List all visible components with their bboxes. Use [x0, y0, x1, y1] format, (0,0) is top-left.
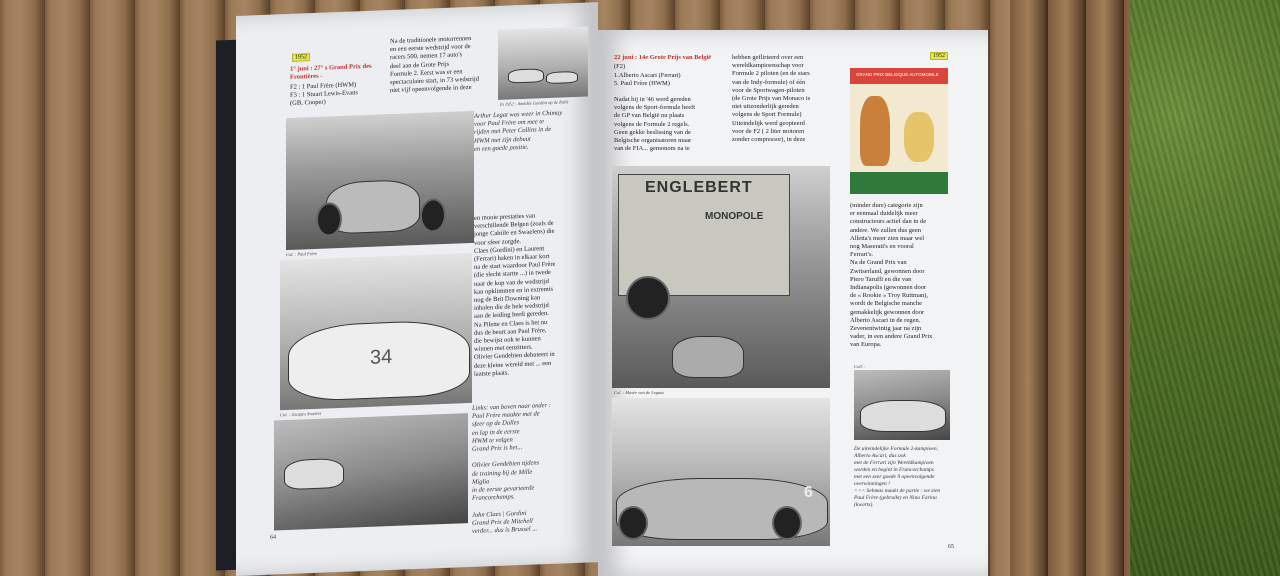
wheel-shape [772, 506, 802, 540]
race-title: 22 juni : 14e Grote Prijs van België [614, 54, 712, 61]
photo-car-34 [280, 250, 472, 410]
page-number-left: 64 [270, 534, 276, 541]
car-shape [508, 68, 544, 83]
wheel-shape [316, 202, 342, 237]
col2-main-text: (minder dure) categorie zijn er eenmaal duidelijk meer constructeurs actief dan in de andere. We zullen dus geen Alletta's meer zien maar wel nog Maserati's en vooral Ferrari's. Na de Grand Prix van Zwitserland, gewonnen door Piero Taruffi en die van Indianapolis (gewonnen door de « Rookie » Troy Ruttman), wordt de Belgische manche gemakkelijk gewonnen door Alberto Ascari in de regen. Zevenentwintig jaar na zijn vader, in een andere Grand Prix van Europa. [850, 202, 933, 349]
caption-top-photo: In 1952 : Amédée Gordini op de Rolls [500, 99, 569, 107]
grass-background [1130, 0, 1280, 576]
year-badge: 1952 [292, 53, 310, 62]
race-results: 1.Alberto Ascari (Ferrari) 5. Paul Frère (HWM) [614, 72, 681, 88]
truck-wheel [626, 276, 670, 320]
race-car-shape [672, 336, 744, 378]
photo-ascari [854, 370, 950, 440]
year-badge: 1952 [930, 52, 948, 60]
race-results: F2 : 1 Paul Frère (HWM) F3 : 1 Stuart Lewis-Evans (GB, Cooper) [290, 81, 358, 108]
car-shape [860, 400, 946, 432]
photo-car-6-pits [612, 398, 830, 546]
race-subtitle: (F2) [614, 63, 626, 70]
car-number: 6 [804, 484, 813, 501]
wheel-shape [618, 506, 648, 540]
poster-rabbit-figure [860, 96, 890, 166]
car-number: 34 [370, 345, 393, 369]
right-page [598, 30, 988, 576]
italic-bottom-text: Links: van boven naar onder : Paul Frère maakte met de sfeer op de Dalles en lap in de eerste HWM te volgen Grand Prix is het... Olivier Gendebien tijdens de training bij de Mille Miglia in de eerste gevarieerde Francorchamps. John Claes | Gordini Grand Prix de Mitchell verder... dus is Brussel ... [472, 401, 551, 535]
poster-figure [904, 112, 934, 162]
caption-low-photo: Col. : Jacques Swaters [280, 410, 322, 418]
race-title: 1° juni : 27° s Grand Prix des Frontières - [290, 62, 372, 82]
photo-race-track [274, 410, 468, 530]
photo-englebert-truck [612, 166, 830, 388]
poster-footer [850, 172, 948, 194]
photo-driver-in-car [286, 111, 474, 250]
truck-sign-sub: MONOPOLE [705, 211, 764, 222]
car-shape [546, 71, 578, 84]
bench-planks-right [1010, 0, 1140, 576]
caption-mid: Col. : Musée van de Legaat [614, 390, 664, 395]
car-shape [284, 458, 344, 490]
left-page [236, 2, 598, 576]
italic-column-text: Arthur Legat was weer in Chimay voor Paul Frère om mee te rijden met Peter Collins in de HWM met zijn debuut en een goede positie. [474, 109, 563, 153]
photo-race-cars-top [498, 26, 588, 99]
wheel-shape [420, 198, 446, 233]
intro-text: Na de traditionele motorrennen en een eerste wedstrijd voor de racers 500, nemen 17 auto's deel aan de Grote Prijs Formule 2. Eerst was er een spectaculaire start, in 73 wedstrijd niet vijf opeenvolgende in deze [390, 34, 479, 95]
col2-text: hebben geflirteerd over een wereldkampioenschap voor Formule 2 piloten (en de stars van de Indy-formule) of één voor de Sportwagen-piloten (de Grote Prijs van Monaco is niet uitzonderlijk gereden volgens de Sport Formule) Uiteindelijk werd geopteerd voor de F2 ( 2 liter motoren zonder compressor), in deze [732, 54, 811, 144]
page-number-right: 65 [948, 544, 954, 550]
caption-mid-photo: Col. : Paul Frère [286, 250, 318, 258]
poster-image [850, 68, 948, 194]
col1-text: Nadat hij in '46 werd gereden volgens de Sport-formule heeft de GP van België nu plaats volgens de Formule 2 regels. Geen gekke beslissing van de Belgische organisatoren maar van de FIA... gemonom na te [614, 96, 696, 153]
caption-small: Coll. : [854, 364, 866, 369]
main-column-text: en mooie prestaties van verschillende Belgen (zoals de jonge Cabiile en Swaelens) die voor sfeer zorgde. Claes (Gordini) en Laurent (Ferrari) haken in elkaar kort na de start waardoor Paul Frère (die slecht startte ...) in twede naar de kop van de wedstrijd kan opklimmen en in extremis nog de Brit Downing kan inhalen die de hele wedstrijd aan de leiding heeft gereden. Na Pilette en Claes is het nu dus de beurt aan Paul Frère, die bewijst ook te kunnen winnen met eenzitters. Olivier Gendebien debuteert in deze kleine wereld met ... een laatste plaats. [474, 212, 556, 378]
truck-sign: ENGLEBERT [645, 179, 753, 196]
poster-title: GRAND PRIX BELGIQUE AUTOMOBILE [856, 72, 939, 77]
italic-caption-text: De uiteindelijke Formule 2-kampioen, Alberto Ascari, dus ook met de Ferrari zijn Wereldkampioen worden en begint in Francorchamps met een zeer goede 9 opeenvolgende overwinningen ! <<< Sebmas maakt de partie : we zien Paul Frère (gebruikt) en Nino Farina (kwarts). [854, 446, 941, 508]
